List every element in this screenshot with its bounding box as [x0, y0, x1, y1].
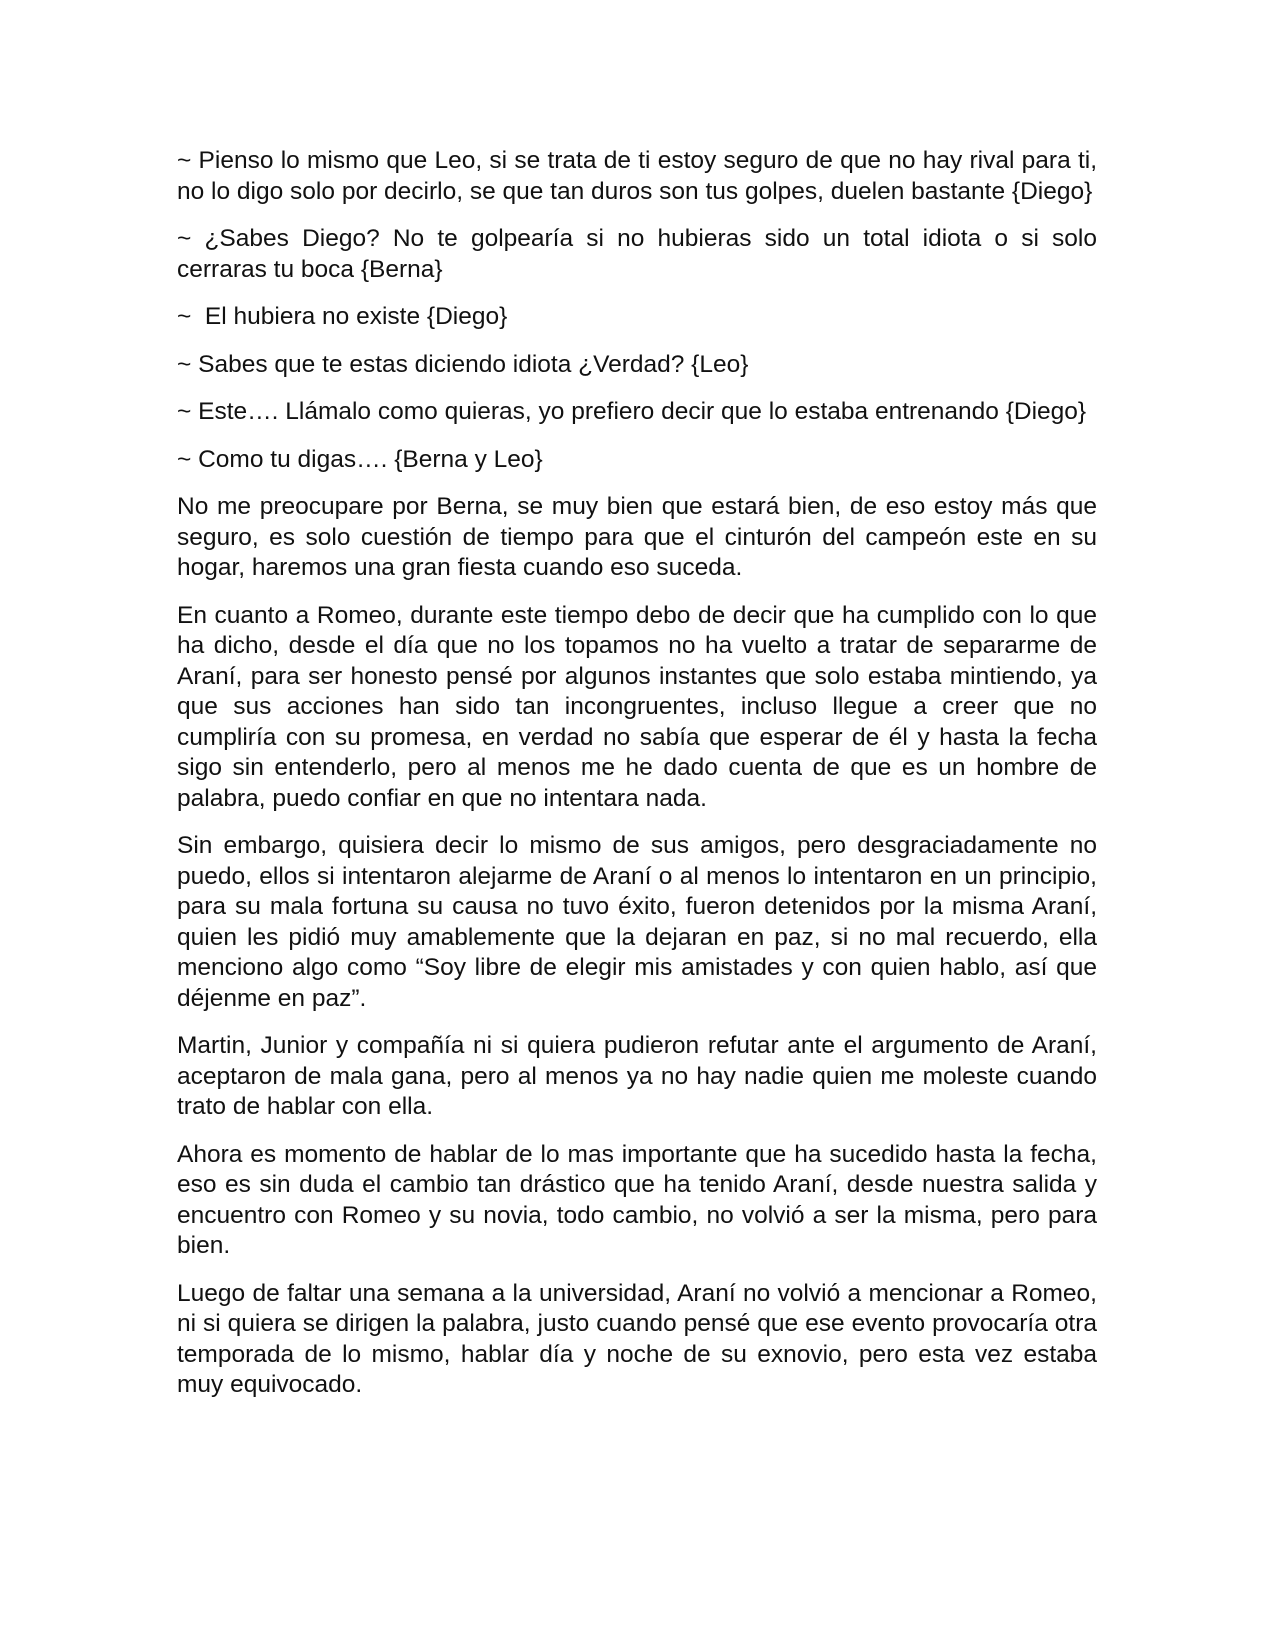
dialogue-line-diego-2: ~ El hubiera no existe {Diego} — [177, 303, 508, 330]
narrative-paragraph-berna: No me preocupare por Berna, se muy bien que estará bien, de eso estoy más que seguro, es solo cuestión de tiempo para que el cinturón del campeón este en su hogar, haremos una gran fiesta cuando eso suceda. — [177, 493, 1097, 581]
narrative-paragraph-cambio: Ahora es momento de hablar de lo mas importante que ha sucedido hasta la fecha, eso es sin duda el cambio tan drástico que ha tenido Araní, desde nuestra salida y encuentro con Romeo y su novia, todo cambio, no volvió a ser la misma, pero para bien. — [177, 1140, 1097, 1259]
dialogue-line-leo: ~ Sabes que te estas diciendo idiota ¿Verdad? {Leo} — [177, 350, 749, 378]
narrative-paragraph-romeo: En cuanto a Romeo, durante este tiempo debo de decir que ha cumplido con lo que ha dicho, desde el día que no los topamos no ha vuelto a tratar de separarme de Araní, para ser honesto pensé por algunos instantes que solo estaba mintiendo, ya que sus acciones han sido tan incongruentes, incluso llegue a creer que no cumpliría con su promesa, en verdad no sabía que esperar de él y hasta la fecha sigo sin entenderlo, pero al menos me he dado cuenta de que es un hombre de palabra, puedo confiar en que no intentara nada. — [177, 601, 1097, 812]
dialogue-line-diego-3: ~ Este…. Llámalo como quieras, yo prefiero decir que lo estaba entrenando {Diego} — [177, 398, 1087, 425]
dialogue-line-diego-1: ~ Pienso lo mismo que Leo, si se trata de ti estoy seguro de que no hay rival para ti, no lo digo solo por decirlo, se que tan duros son tus golpes, duelen bastante {Diego} — [177, 147, 1097, 205]
narrative-paragraph-martin: Martin, Junior y compañía ni si quiera pudieron refutar ante el argumento de Araní, aceptaron de mala gana, pero al menos ya no hay nadie quien me moleste cuando trato de hablar con ella. — [177, 1032, 1097, 1120]
narrative-paragraph-amigos: Sin embargo, quisiera decir lo mismo de sus amigos, pero desgraciadamente no puedo, ellos si intentaron alejarme de Araní o al menos lo intentaron en un principio, para su mala fortuna su causa no tuvo éxito, fueron detenidos por la misma Araní, quien les pidió muy amablemente que la dejaran en paz, si no mal recuerdo, ella menciono algo como “Soy libre de elegir mis amistades y con quien hablo, así que déjenme en paz”. — [177, 832, 1097, 1012]
narrative-paragraph-universidad: Luego de faltar una semana a la universidad, Araní no volvió a mencionar a Romeo, ni si quiera se dirigen la palabra, justo cuando pensé que ese evento provocaría otra temporada de lo mismo, hablar día y noche de su exnovio, pero esta vez estaba muy equivocado. — [177, 1279, 1097, 1398]
document-page — [177, 146, 1097, 1418]
dialogue-line-berna-leo: ~ Como tu digas…. {Berna y Leo} — [177, 445, 543, 473]
dialogue-line-berna: ~ ¿Sabes Diego? No te golpearía si no hubieras sido un total idiota o si solo cerraras tu boca {Berna} — [177, 225, 1097, 283]
